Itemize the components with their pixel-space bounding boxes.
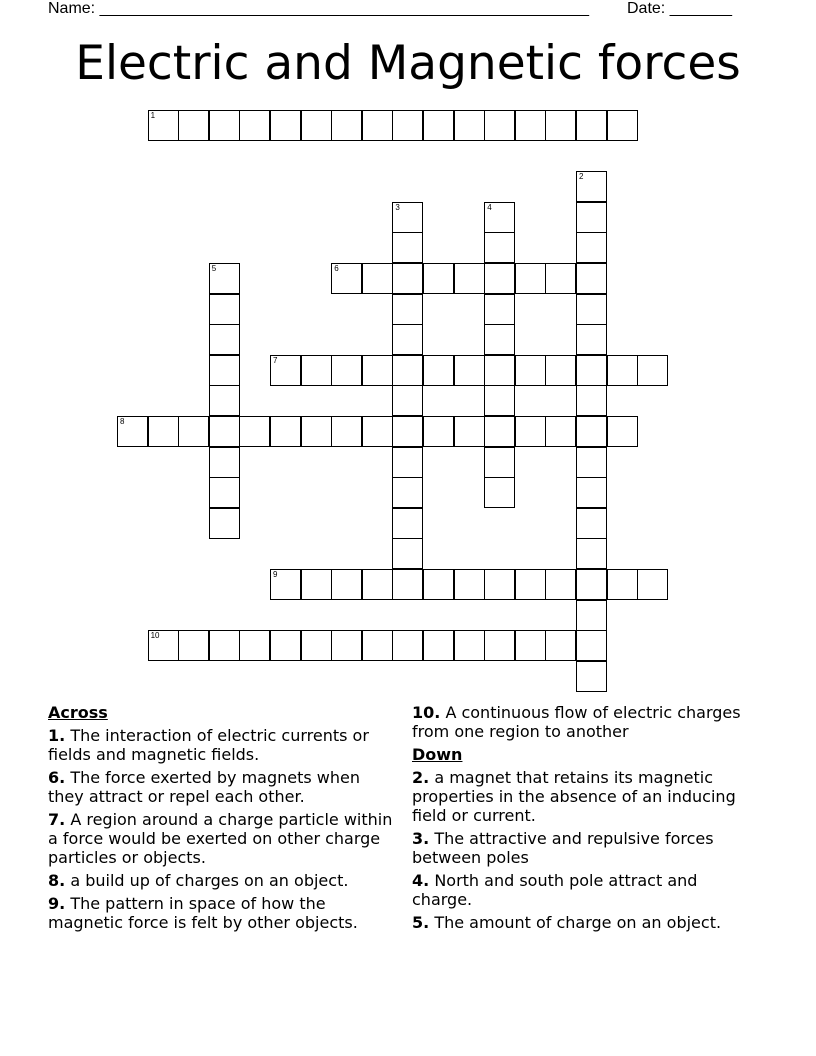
clue-number: 5. — [412, 913, 430, 932]
clues-right-column — [412, 703, 762, 936]
clue-number-label: 2 — [579, 172, 584, 182]
clue-item — [412, 913, 762, 932]
crossword-cell[interactable] — [545, 630, 576, 661]
crossword-cell[interactable] — [637, 569, 668, 600]
crossword-cell[interactable] — [239, 416, 270, 447]
clue-item — [48, 768, 398, 806]
crossword-cell[interactable] — [270, 569, 301, 600]
crossword-cell[interactable] — [515, 355, 546, 386]
clue-item — [48, 871, 398, 890]
crossword-cell[interactable] — [484, 324, 515, 355]
clue-number-label: 9 — [273, 570, 278, 579]
date-field-line: Date: _______ — [627, 0, 732, 17]
clue-number-label: 4 — [487, 202, 492, 212]
crossword-cell[interactable] — [301, 110, 332, 141]
clue-text: The attractive and repulsive forces between poles — [412, 829, 714, 867]
crossword-cell[interactable] — [484, 477, 515, 508]
clue-item — [412, 829, 762, 867]
crossword-cell[interactable] — [576, 661, 607, 692]
crossword-cell[interactable] — [392, 508, 423, 539]
crossword-cell[interactable] — [637, 355, 668, 386]
clue-text: A continuous flow of electric charges from one region to another — [412, 703, 741, 741]
clue-text: A region around a charge particle within a force would be exerted on other charge particles or objects. — [48, 810, 393, 867]
crossword-cell[interactable] — [117, 416, 148, 447]
crossword-cell[interactable] — [576, 355, 607, 386]
crossword-cell[interactable] — [576, 508, 607, 539]
crossword-cell[interactable] — [576, 416, 607, 447]
crossword-cell[interactable] — [545, 416, 576, 447]
crossword-cell[interactable] — [576, 569, 607, 600]
crossword-cell[interactable] — [392, 447, 423, 478]
crossword-cell[interactable] — [545, 569, 576, 600]
crossword-cell[interactable] — [209, 447, 240, 478]
crossword-cell[interactable] — [484, 447, 515, 478]
crossword-cell[interactable] — [454, 355, 485, 386]
crossword-cell[interactable] — [515, 263, 546, 294]
clue-number-label: 8 — [120, 417, 125, 426]
crossword-cell[interactable] — [423, 263, 454, 294]
crossword-cell[interactable] — [576, 202, 607, 233]
crossword-cell[interactable] — [239, 110, 270, 141]
crossword-cell[interactable] — [392, 263, 423, 294]
clue-number: 10. — [412, 703, 441, 722]
down-clue-list — [412, 768, 762, 932]
crossword-cell[interactable] — [270, 630, 301, 661]
clue-item — [48, 726, 398, 764]
across-clue-list-continued — [412, 703, 762, 741]
clue-number-label: 7 — [273, 355, 278, 365]
clue-number-label: 5 — [211, 264, 217, 273]
crossword-cell[interactable] — [239, 630, 270, 661]
crossword-cell[interactable] — [148, 630, 179, 661]
crossword-cell[interactable] — [392, 355, 423, 386]
clue-item — [412, 871, 762, 909]
crossword-cell[interactable] — [362, 355, 393, 386]
crossword-cell[interactable] — [209, 508, 240, 539]
clue-text: North and south pole attract and charge. — [412, 871, 698, 909]
crossword-cell[interactable] — [423, 569, 454, 600]
crossword-cell[interactable] — [454, 569, 485, 600]
crossword-cell[interactable] — [607, 569, 638, 600]
crossword-cell[interactable] — [362, 263, 393, 294]
crossword-cell[interactable] — [576, 538, 607, 569]
clue-number: 8. — [48, 871, 66, 890]
crossword-cell[interactable] — [484, 294, 515, 325]
crossword-cell[interactable] — [331, 569, 362, 600]
crossword-cell[interactable] — [576, 600, 607, 631]
crossword-cell[interactable] — [209, 110, 240, 141]
crossword-cell[interactable] — [484, 416, 515, 447]
crossword-cell[interactable] — [484, 385, 515, 416]
crossword-cell[interactable] — [270, 416, 301, 447]
crossword-cell[interactable] — [576, 294, 607, 325]
crossword-cell[interactable] — [209, 630, 240, 661]
crossword-cell[interactable] — [576, 447, 607, 478]
crossword-cell[interactable] — [178, 416, 209, 447]
crossword-cell[interactable] — [209, 355, 240, 386]
clue-number: 6. — [48, 768, 66, 787]
clue-text: The pattern in space of how the magnetic force is felt by other objects. — [48, 894, 358, 932]
clue-number: 3. — [412, 829, 430, 848]
crossword-cell[interactable] — [392, 110, 423, 141]
crossword-cell[interactable] — [576, 630, 607, 661]
crossword-cell[interactable] — [576, 110, 607, 141]
crossword-cell[interactable] — [209, 324, 240, 355]
crossword-cell[interactable] — [515, 110, 546, 141]
crossword-cell[interactable] — [209, 294, 240, 325]
crossword-cell[interactable] — [362, 110, 393, 141]
crossword-cell[interactable] — [331, 263, 362, 294]
clue-text: The force exerted by magnets when they attract or repel each other. — [48, 768, 360, 806]
crossword-cell[interactable] — [515, 569, 546, 600]
crossword-cell[interactable] — [392, 630, 423, 661]
crossword-cell[interactable] — [576, 263, 607, 294]
crossword-cell[interactable] — [484, 569, 515, 600]
crossword-cell[interactable] — [576, 232, 607, 263]
crossword-cell[interactable] — [545, 263, 576, 294]
crossword-cell[interactable] — [545, 355, 576, 386]
clue-number-label: 10 — [150, 631, 160, 641]
crossword-cell[interactable] — [178, 630, 209, 661]
crossword-cell[interactable] — [301, 355, 332, 386]
clue-text: a magnet that retains its magnetic properties in the absence of an inducing field or current. — [412, 768, 736, 825]
clue-text: The amount of charge on an object. — [434, 913, 722, 932]
crossword-cell[interactable] — [454, 630, 485, 661]
crossword-cell[interactable] — [362, 630, 393, 661]
crossword-cell[interactable] — [576, 477, 607, 508]
crossword-cell[interactable] — [484, 202, 515, 233]
crossword-cell[interactable] — [392, 202, 423, 233]
crossword-cell[interactable] — [270, 110, 301, 141]
crossword-cell[interactable] — [392, 569, 423, 600]
clue-item — [412, 703, 762, 741]
crossword-cell[interactable] — [576, 324, 607, 355]
crossword-cell[interactable] — [515, 630, 546, 661]
crossword-cell[interactable] — [392, 477, 423, 508]
crossword-cell[interactable] — [484, 232, 515, 263]
crossword-cell[interactable] — [576, 171, 607, 202]
crossword-cell[interactable] — [331, 416, 362, 447]
clue-text: The interaction of electric currents or fields and magnetic fields. — [48, 726, 369, 764]
crossword-cell[interactable] — [607, 416, 638, 447]
clue-text: a build up of charges on an object. — [70, 871, 349, 890]
crossword-cell[interactable] — [331, 355, 362, 386]
clue-number-label: 3 — [395, 202, 400, 212]
name-field-line: Name: _______________________________________________________ — [48, 0, 589, 17]
crossword-cell[interactable] — [148, 110, 179, 141]
crossword-cell[interactable] — [392, 232, 423, 263]
clue-number: 2. — [412, 768, 430, 787]
clue-number-label: 1 — [150, 111, 156, 120]
crossword-cell[interactable] — [515, 416, 546, 447]
down-heading: Down — [412, 745, 463, 764]
clues-left-column — [48, 703, 398, 936]
crossword-cell[interactable] — [392, 385, 423, 416]
crossword-cell[interactable] — [392, 294, 423, 325]
clue-item — [412, 768, 762, 825]
clue-number: 1. — [48, 726, 66, 745]
crossword-cell[interactable] — [423, 355, 454, 386]
crossword-cell[interactable] — [484, 630, 515, 661]
across-heading: Across — [48, 703, 108, 722]
crossword-cell[interactable] — [209, 416, 240, 447]
crossword-cell[interactable] — [392, 416, 423, 447]
crossword-cell[interactable] — [454, 416, 485, 447]
crossword-cell[interactable] — [484, 110, 515, 141]
crossword-cell[interactable] — [545, 110, 576, 141]
crossword-cell[interactable] — [392, 538, 423, 569]
crossword-cell[interactable] — [331, 630, 362, 661]
crossword-cell[interactable] — [301, 630, 332, 661]
clue-item — [48, 894, 398, 932]
clue-item — [48, 810, 398, 867]
crossword-cell[interactable] — [423, 630, 454, 661]
crossword-cell[interactable] — [484, 355, 515, 386]
crossword-cell[interactable] — [209, 477, 240, 508]
crossword-cell[interactable] — [423, 110, 454, 141]
crossword-cell[interactable] — [301, 416, 332, 447]
crossword-cell[interactable] — [454, 110, 485, 141]
crossword-cell[interactable] — [270, 355, 301, 386]
crossword-cell[interactable] — [392, 324, 423, 355]
crossword-cell[interactable] — [576, 385, 607, 416]
crossword-cell[interactable] — [148, 416, 179, 447]
crossword-cell[interactable] — [454, 263, 485, 294]
crossword-cell[interactable] — [362, 569, 393, 600]
clue-number-label: 6 — [334, 264, 339, 273]
clue-number: 7. — [48, 810, 66, 829]
crossword-cell[interactable] — [301, 569, 332, 600]
crossword-cell[interactable] — [331, 110, 362, 141]
crossword-cell[interactable] — [607, 355, 638, 386]
crossword-cell[interactable] — [209, 263, 240, 294]
crossword-cell[interactable] — [484, 263, 515, 294]
crossword-cell[interactable] — [362, 416, 393, 447]
crossword-cell[interactable] — [209, 385, 240, 416]
crossword-cell[interactable] — [607, 110, 638, 141]
across-clue-list — [48, 726, 398, 932]
page-title: Electric and Magnetic forces — [75, 36, 741, 91]
crossword-cell[interactable] — [423, 416, 454, 447]
crossword-cell[interactable] — [178, 110, 209, 141]
clue-number: 9. — [48, 894, 66, 913]
clue-number: 4. — [412, 871, 430, 890]
